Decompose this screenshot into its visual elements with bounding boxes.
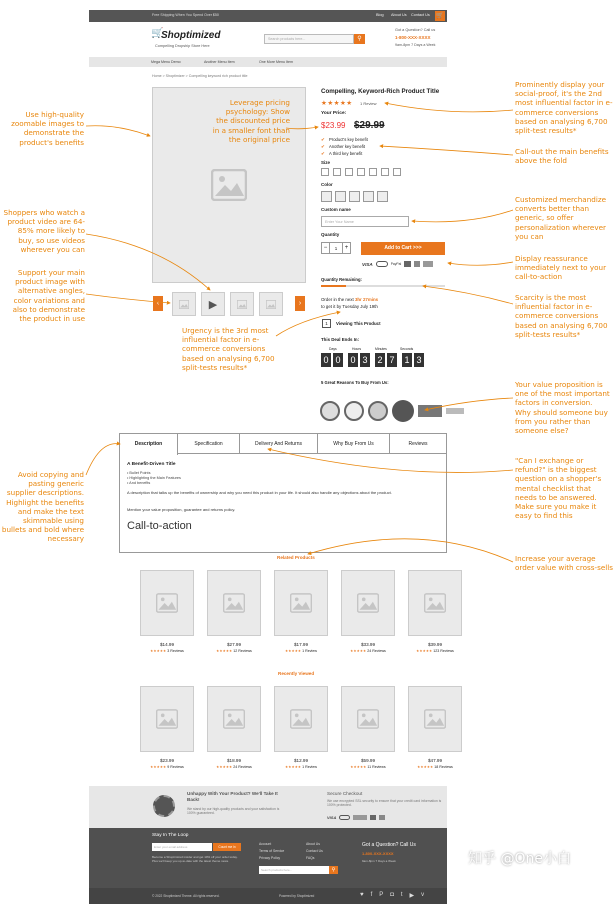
deal-ends-label: This Deal Ends In:: [321, 337, 360, 342]
product-card-reviews: 11 Reviews: [367, 765, 386, 769]
product-card-image[interactable]: [207, 686, 261, 752]
image-placeholder-icon: [424, 709, 446, 729]
product-card-price: $39.99: [427, 642, 443, 647]
qty-plus-button[interactable]: +: [342, 242, 351, 254]
product-card-price: $18.99: [226, 758, 242, 763]
product-card-stars: ★★★★★: [350, 649, 367, 653]
thumbnail-video[interactable]: [201, 292, 225, 316]
size-swatch[interactable]: [381, 168, 389, 176]
amex-icon: [370, 815, 376, 820]
rating-stars: ★★★★★: [321, 100, 353, 107]
viewing-text: Viewing This Product: [336, 321, 381, 326]
annotation-cross-sells: Increase your average order value with cross-sells: [515, 554, 614, 573]
bottom-bar: [89, 888, 447, 904]
product-card-reviews: 24 Reviews: [233, 765, 252, 769]
header: [89, 22, 447, 57]
trust-badge-icon: [368, 401, 388, 421]
benefit-check-icon: ✔: [321, 137, 325, 142]
product-card-stars: ★★★★★: [417, 765, 434, 769]
tab-specification[interactable]: Specification: [178, 434, 240, 454]
guarantee-text: We stand by our high-quality products and your satisfaction is 100% guaranteed.: [187, 807, 280, 816]
footer-links-1: [259, 841, 284, 862]
image-placeholder-icon: [223, 709, 245, 729]
annotation-returns-question: "Can I exchange or refund?" is the biggest question on a shopper's mental checklist that needs to be answered. Make sure you make it easy to find this: [515, 456, 602, 521]
logo-cart-icon: 🛒: [151, 28, 164, 39]
product-card-reviews: 1 Review: [302, 649, 317, 653]
countdown-timer: [321, 353, 424, 367]
visa-icon: VISA: [362, 261, 373, 267]
annotation-pricing-psychology: Leverage pricing psychology: Show the discounted price in a smaller font than the original price: [212, 98, 290, 144]
mastercard-icon: [339, 815, 350, 820]
trust-badge-icon: [320, 401, 340, 421]
logo[interactable]: Shoptimized: [161, 30, 221, 41]
footer-search-button[interactable]: [329, 866, 338, 874]
search-icon: ⚲: [331, 867, 336, 873]
annotation-descriptions: Avoid copying and pasting generic supplier descriptions. Highlight the benefits and make the text skimmable using bullets and bold where necessary: [1, 470, 84, 544]
tab-description[interactable]: Description: [120, 434, 178, 455]
countdown-digit: 2: [375, 353, 385, 367]
product-card-price: $33.99: [360, 642, 376, 647]
related-products-grid: [140, 570, 462, 653]
product-card-stars: ★★★★★: [416, 649, 433, 653]
order-time: 3hr 27mins: [354, 297, 379, 302]
secure-payment-icons: [327, 815, 385, 820]
trust-badge-icon: [446, 408, 464, 414]
trust-badge-icon: [392, 400, 414, 422]
benefit-check-icon: ✔: [321, 144, 325, 149]
color-swatch[interactable]: [321, 191, 332, 202]
product-tabs: [119, 433, 447, 553]
color-options: [321, 191, 388, 202]
footer-link-faqs[interactable]: FAQs: [306, 856, 315, 860]
guarantee-title: Unhappy With Your Product? We'll Take It Back!: [187, 791, 278, 802]
annotation-product-video: Shoppers who watch a product video are 64-85% more likely to buy, so use videos wherever you can: [3, 208, 85, 254]
payment-icons: [362, 261, 433, 267]
call-to-action[interactable]: Call-to-action: [127, 520, 192, 532]
main-nav: [89, 57, 447, 67]
benefit-3: A third key benefit: [329, 151, 363, 156]
countdown-seconds-label: Seconds: [400, 347, 414, 351]
nav-item-more[interactable]: One More Menu Item: [259, 60, 293, 64]
pinterest-icon[interactable]: P: [379, 892, 384, 898]
product-card-image[interactable]: [207, 570, 261, 636]
search-input[interactable]: [264, 34, 354, 44]
product-card-image[interactable]: [274, 570, 328, 636]
paypal-icon: PayPal: [390, 262, 402, 266]
paypal-icon: [353, 815, 367, 820]
footer-link-about[interactable]: About Us: [306, 842, 320, 846]
annotation-main-benefits: Call-out the main benefits above the fold: [515, 147, 609, 166]
countdown-hours-label: Hours: [352, 347, 362, 351]
color-swatch[interactable]: [377, 191, 388, 202]
product-card-reviews: 24 Reviews: [367, 649, 386, 653]
description-paragraph: A description that talks up the benefits of ownership and why you need this product in your life. It should also handle any objections about the product.: [127, 490, 392, 495]
color-swatch[interactable]: [335, 191, 346, 202]
arrow-zoom: [86, 126, 150, 136]
countdown-days-label: Days: [329, 347, 337, 351]
contact-phone[interactable]: 1-800-XXX-XXXX: [395, 35, 431, 40]
tumblr-icon[interactable]: t: [400, 892, 403, 898]
footer-link-terms[interactable]: Terms of Service: [259, 849, 285, 853]
search-icon: ⚲: [357, 36, 362, 42]
quantity-remaining-label: Quantity Remaining:: [321, 277, 362, 282]
powered-by: Powered by Shoptimized: [279, 894, 315, 898]
product-card-image[interactable]: [341, 570, 395, 636]
product-card[interactable]: [140, 686, 194, 769]
color-swatch[interactable]: [363, 191, 374, 202]
footer: [89, 828, 447, 888]
qty-value[interactable]: 1: [330, 242, 342, 254]
thumbnail-3[interactable]: [230, 292, 254, 316]
product-card[interactable]: [408, 686, 462, 769]
image-placeholder-icon: [211, 169, 247, 201]
contact-question: Got a Question? Call us: [395, 28, 436, 32]
product-card-image[interactable]: [140, 570, 194, 636]
guarantee-band: [89, 786, 447, 828]
top-bar: [89, 10, 447, 22]
countdown-digit: 3: [360, 353, 370, 367]
product-card-reviews: 9 Reviews: [167, 765, 184, 769]
original-price: $29.99: [354, 120, 385, 131]
annotation-urgency: Urgency is the 3rd most influential factor in e-commerce conversions based on analysing 6,700 split-tests results*: [182, 326, 275, 372]
product-card[interactable]: [341, 570, 395, 653]
sale-price: $23.99: [321, 121, 346, 130]
viewing-count-badge: 1: [322, 319, 331, 328]
visa-icon: VISA: [327, 815, 337, 820]
annotation-alternative-angles: Support your main product image with alternative angles, color variations and also to demonstrate the product in use: [12, 268, 85, 324]
search-placeholder: Search products here...: [268, 37, 306, 41]
tab-why-buy[interactable]: Why Buy From Us: [318, 434, 390, 454]
countdown-digit: 0: [348, 353, 358, 367]
guarantee-seal-icon: [153, 795, 175, 817]
top-link-contact[interactable]: Contact Us: [411, 13, 430, 17]
top-link-about[interactable]: About Us: [391, 13, 407, 17]
color-label: Color: [321, 182, 333, 187]
annotation-social-proof: Prominently display your social-proof, it's the 2nd most influential factor in e-commerce conversions based on analysing 6,700 split-test results*: [515, 80, 613, 136]
benefit-2: Another key benefit: [329, 144, 366, 149]
tab-delivery-returns[interactable]: Delivery And Returns: [240, 434, 318, 454]
subscribe-button[interactable]: Count me in: [213, 843, 241, 851]
trust-badge-icon: [344, 401, 364, 421]
countdown-digit: 0: [321, 353, 331, 367]
product-card-price: $12.99: [293, 758, 309, 763]
search-button[interactable]: [354, 34, 365, 44]
thumbnail-1[interactable]: [172, 292, 196, 316]
custom-name-placeholder: Enter Your Name: [325, 220, 354, 224]
product-card-stars: ★★★★★: [150, 765, 167, 769]
youtube-icon[interactable]: ▶: [409, 893, 415, 899]
stock-bar: [321, 285, 445, 287]
image-placeholder-icon: [357, 709, 379, 729]
annotation-zoomable-images: Use high-quality zoomable images to demonstrate the product's benefits: [11, 110, 84, 147]
product-card-image[interactable]: [140, 686, 194, 752]
size-swatch[interactable]: [393, 168, 401, 176]
footer-search-input[interactable]: [259, 866, 329, 874]
product-card-price: $27.99: [226, 642, 242, 647]
product-card-price: $59.99: [360, 758, 376, 763]
tagline: Compelling Dropship Store Here: [155, 44, 210, 48]
play-icon: ▶: [208, 298, 218, 311]
delivery-estimate: [321, 296, 378, 310]
newsletter-email-input[interactable]: [152, 843, 212, 851]
image-placeholder-icon: [357, 593, 379, 613]
product-card[interactable]: [140, 570, 194, 653]
arrow-description: [86, 444, 120, 475]
product-card-reviews: 3 Reviews: [167, 649, 184, 653]
product-card-reviews: 123 Reviews: [433, 649, 454, 653]
footer-link-contact[interactable]: Contact Us: [306, 849, 323, 853]
arrow-reassurance: [448, 262, 513, 265]
arrow-benefits: [380, 146, 513, 155]
twitter-icon[interactable]: ♥: [360, 892, 364, 898]
quantity-stepper: [321, 242, 351, 254]
tab-reviews[interactable]: Reviews: [408, 441, 428, 447]
recently-viewed-heading: Recently Viewed: [278, 671, 315, 676]
product-card-image[interactable]: [274, 686, 328, 752]
facebook-icon[interactable]: f: [370, 892, 373, 898]
product-card[interactable]: [274, 686, 328, 769]
contact-hours: 9am-8pm 7 Days a Week: [395, 43, 436, 47]
order-by-text: to get it by Tuesday July 19th: [321, 304, 378, 309]
product-card-stars: ★★★★★: [350, 765, 367, 769]
cart-icon[interactable]: 🛒: [436, 13, 444, 19]
nav-item-mega[interactable]: Mega Menu Demo: [151, 60, 181, 64]
delivery-truck-icon: [418, 405, 442, 417]
image-placeholder-icon: [156, 709, 178, 729]
size-swatch[interactable]: [321, 168, 329, 176]
product-card-stars: ★★★★★: [285, 765, 302, 769]
value-paragraph: Mention your value proposition, guarantee and returns policy.: [127, 507, 236, 512]
product-card-image[interactable]: [341, 686, 395, 752]
bullet-item: • And benefits: [127, 481, 151, 485]
thumb-prev-button[interactable]: ‹: [153, 296, 163, 311]
footer-question: Got a Question? Call Us: [362, 842, 416, 848]
breadcrumb[interactable]: Home > Shoptimizer > Compelling keyword rich product title: [152, 74, 248, 78]
countdown-digit: 3: [414, 353, 424, 367]
footer-link-privacy[interactable]: Privacy Policy: [259, 856, 281, 860]
arrow-custom: [412, 210, 513, 222]
annotation-personalization: Customized merchandize converts better than generic, so offer personalization wherever you can: [515, 195, 607, 241]
benefit-check-icon: ✔: [321, 151, 325, 156]
quantity-label: Quantity: [321, 232, 340, 237]
vimeo-icon[interactable]: v: [421, 892, 425, 898]
applepay-icon: [414, 261, 420, 267]
reasons-heading: 5 Great Reasons To Buy From Us:: [321, 380, 389, 385]
description-bullets: [127, 471, 181, 486]
custom-name-input[interactable]: [321, 216, 409, 227]
social-icons: [360, 892, 424, 899]
image-placeholder-icon: [223, 593, 245, 613]
size-swatch[interactable]: [333, 168, 341, 176]
thumbnail-4[interactable]: [259, 292, 283, 316]
annotation-scarcity: Scarcity is the most influential factor in e-commerce conversions based on analysing 6,700 split-tests results*: [515, 293, 608, 339]
amex-icon: [404, 261, 411, 267]
instagram-icon[interactable]: ◘: [390, 892, 394, 898]
color-swatch[interactable]: [349, 191, 360, 202]
recently-viewed-grid: [140, 686, 462, 769]
product-card-stars: ★★★★★: [285, 649, 302, 653]
countdown-minutes-label: Minutes: [375, 347, 387, 351]
product-card-reviews: 18 Reviews: [434, 765, 453, 769]
top-link-blog[interactable]: Blog: [376, 13, 384, 17]
image-placeholder-icon: [290, 593, 312, 613]
countdown-digit: 7: [387, 353, 397, 367]
countdown-digit: 1: [402, 353, 412, 367]
product-card[interactable]: [341, 686, 395, 769]
size-swatch[interactable]: [369, 168, 377, 176]
product-card-price: $17.99: [293, 642, 309, 647]
arrow-scarcity: [423, 286, 513, 304]
product-card[interactable]: [408, 570, 462, 653]
trust-badges: [320, 400, 464, 422]
footer-phone[interactable]: 1-800-XXX-XXXX: [362, 851, 394, 856]
product-card[interactable]: [207, 570, 261, 653]
annotation-value-proposition: Your value proposition is one of the most important factors in conversion. Why should someone buy from you rather than someone else?: [515, 380, 610, 436]
size-swatch[interactable]: [357, 168, 365, 176]
footer-links-2: [306, 841, 323, 862]
shopify-pay-icon: [423, 261, 433, 267]
newsletter-email-placeholder: Enter your email address: [154, 845, 188, 849]
applepay-icon: [379, 815, 385, 820]
product-title: Compelling, Keyword-Rich Product Title: [321, 88, 440, 95]
product-card-price: $47.99: [427, 758, 443, 763]
product-card-price: $14.99: [159, 642, 175, 647]
bullet-item: • Highlighting the Main Features: [127, 476, 181, 480]
product-card-reviews: 1 Review: [302, 765, 317, 769]
product-card-image[interactable]: [408, 570, 462, 636]
product-card[interactable]: [274, 570, 328, 653]
description-heading: A Benefit-Driven Title: [127, 462, 176, 467]
product-card-reviews: 12 Reviews: [233, 649, 252, 653]
secure-checkout-title: Secure Checkout: [327, 791, 363, 796]
product-card-image[interactable]: [408, 686, 462, 752]
countdown-digit: 0: [333, 353, 343, 367]
image-placeholder-icon: [290, 709, 312, 729]
footer-search-placeholder: Search products here...: [261, 868, 293, 872]
add-to-cart-button[interactable]: Add to Cart >>>: [361, 242, 445, 255]
product-card-stars: ★★★★★: [150, 649, 167, 653]
stock-bar-fill: [321, 285, 346, 287]
benefit-1: Product's key benefit: [329, 137, 368, 142]
mastercard-icon: [376, 261, 388, 267]
review-count[interactable]: 1 Review: [360, 101, 377, 106]
product-card-price: $23.99: [159, 758, 175, 763]
nav-item-another[interactable]: Another Menu Item: [204, 60, 235, 64]
price-label: Your Price:: [321, 111, 347, 116]
copyright: © 2022 Shoptimized Theme. All rights reserved.: [152, 894, 220, 898]
product-card-stars: ★★★★★: [216, 765, 233, 769]
watermark: 知乎 @One小白: [468, 851, 571, 867]
shipping-message: Free Shipping When You Spend Over $50: [152, 13, 219, 17]
qty-minus-button[interactable]: −: [321, 242, 330, 254]
related-products-heading: Related Products: [277, 555, 315, 560]
footer-link-account[interactable]: Account: [259, 842, 272, 846]
newsletter-text: Become a Shoptimized insider and get 10% off your order today. Plus we'll keep you up-to-date with the latest theme news.: [152, 855, 238, 863]
product-card-stars: ★★★★★: [216, 649, 233, 653]
size-label: Size: [321, 160, 331, 165]
image-placeholder-icon: [424, 593, 446, 613]
custom-name-label: Custom name: [321, 207, 351, 212]
size-swatch[interactable]: [345, 168, 353, 176]
arrow-social: [385, 103, 513, 112]
thumb-next-button[interactable]: ›: [295, 296, 305, 311]
product-card[interactable]: [207, 686, 261, 769]
image-placeholder-icon: [156, 593, 178, 613]
bullet-item: • Bullet Points: [127, 471, 151, 475]
order-in-text: Order in the next: [321, 297, 354, 302]
annotation-reassurance: Display reassurance immediately next to your call-to-action: [515, 254, 607, 282]
newsletter-heading: Stay In The Loop: [152, 833, 189, 838]
footer-hours: 9am-8pm 7 Days a Week: [362, 859, 396, 863]
size-options: [321, 168, 401, 176]
secure-checkout-text: We use encrypted SSL security to ensure that your credit card information is 100% protected.: [327, 799, 442, 808]
